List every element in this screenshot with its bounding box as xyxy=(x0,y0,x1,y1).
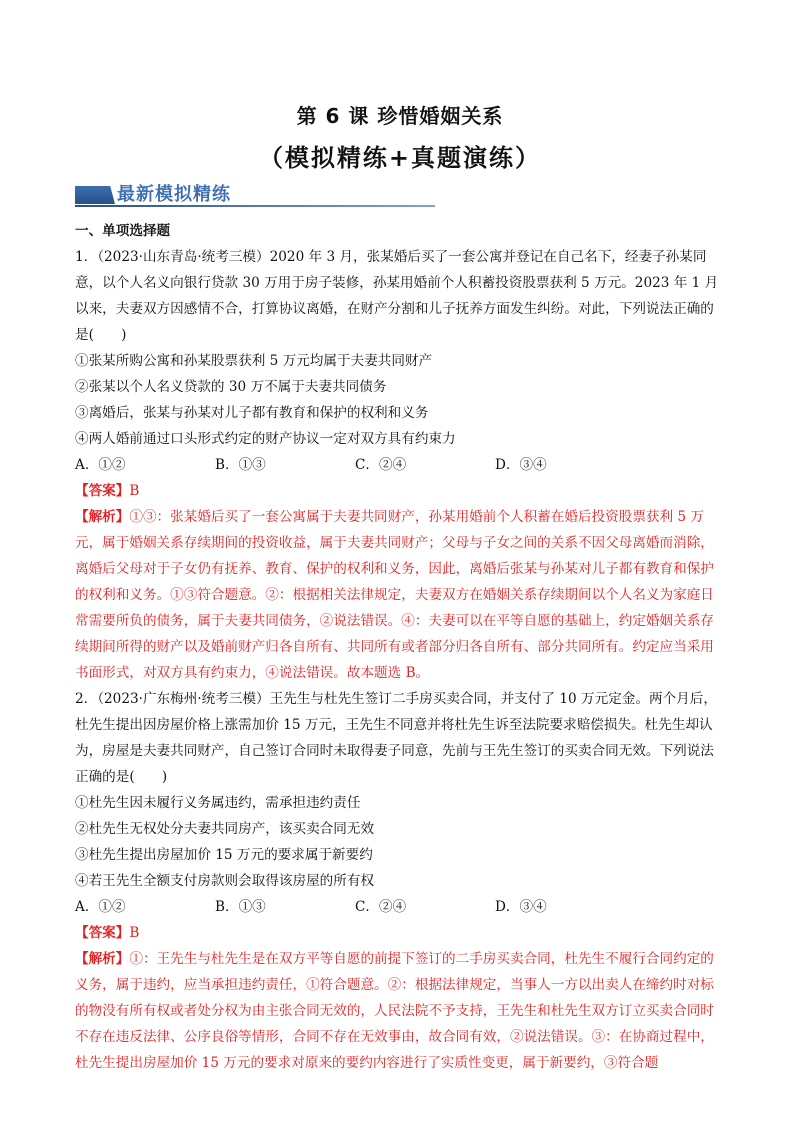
analysis-text: ①：王先生与杜先生是在双方平等自愿的前提下签订的二手房买卖合同，杜先生不履行合同约定的义务，属于违约，应当承担违约责任，①符合题意。②：根据法律规定，当事人一方以出卖人在缔约时对标的物没有所有权或者处分权为由主张合同无效的，人民法院不予支持，王先生和杜先生双方订立买卖合同时不存在违反法律、公序良俗等情形，合同不存在无效事由，故合同有效，②说法错误。③：在协商过程中，杜先生提出房屋加价 15 万元的要求对原来的要约内容进行了实质性变更，属于新要约，③符合题 xyxy=(75,951,714,1071)
banner-label: 最新模拟精练 xyxy=(117,184,231,205)
content-body xyxy=(75,218,727,1076)
statement-option: ②杜先生无权处分夫妻共同房产，该买卖合同无效 xyxy=(75,821,375,837)
answer-tag: 【答案】 xyxy=(75,483,130,499)
question-stem: 2．（2023·广东梅州·统考三模）王先生与杜先生签订二手房买卖合同，并支付了 10 万元定金。两个月后，杜先生提出因房屋价格上涨需加价 15 万元，王先生不同意并将杜先生诉至法院要求赔偿损失。杜先生却认为，房屋是夫妻共同财产，自己签订合同时未取得妻子同意，先前与王先生签订的买卖合同无效。下列说法正确的是( ) xyxy=(75,691,717,785)
analysis-text: ①③：张某婚后买了一套公寓属于夫妻共同财产，孙某用婚前个人积蓄在婚后投资股票获利 5 万元，属于婚姻关系存续期间的投资收益，属于夫妻共同财产；父母与子女之间的关系不因父母离婚而消除，离婚后父母对于子女仍有抚养、教育、保护的权利和义务，因此，离婚后张某与孙某对儿子都有教育和保护的权利和义务。①③符合题意。②：根据相关法律规定，夫妻双方在婚姻关系存续期间以个人名义为家庭日常需要所负的债务，属于夫妻共同债务，②说法错误。④：夫妻可以在平等自愿的基础上，约定婚姻关系存续期间所得的财产以及婚前财产归各自所有、共同所有或者部分归各自所有、部分共同所有。约定应当采用书面形式，对双方具有约束力，④说法错误。故本题选 B。 xyxy=(75,509,714,681)
statement-option: ③杜先生提出房屋加价 15 万元的要求属于新要约 xyxy=(75,847,373,863)
answer-line xyxy=(75,478,727,504)
choice-a: A．①② xyxy=(75,457,126,473)
choice-c: C．②④ xyxy=(355,457,407,473)
statement-option: ③离婚后，张某与孙某对儿子都有教育和保护的权利和义务 xyxy=(75,405,429,421)
section-heading: 一、单项选择题 xyxy=(75,223,171,239)
choice-b: B．①③ xyxy=(215,457,266,473)
statement-option: ②张某以个人名义贷款的 30 万不属于夫妻共同债务 xyxy=(75,379,387,395)
answer-choices xyxy=(75,894,727,920)
answer-value: B xyxy=(129,925,140,941)
choice-d: D．③④ xyxy=(495,899,547,915)
answer-value: B xyxy=(129,483,140,499)
choice-d: D．③④ xyxy=(495,457,547,473)
question-1 xyxy=(75,244,727,686)
analysis-tag: 【解析】 xyxy=(75,951,130,967)
statement-option: ①张某所购公寓和孙某股票获利 5 万元均属于夫妻共同财产 xyxy=(75,353,433,369)
choice-b: B．①③ xyxy=(215,899,266,915)
answer-line xyxy=(75,920,727,946)
statement-option: ①杜先生因未履行义务属违约，需承担违约责任 xyxy=(75,795,361,811)
question-stem: 1．（2023·山东青岛·统考三模）2020 年 3 月，张某婚后买了一套公寓并登记在自己名下，经妻子孙某同意，以个人名义向银行贷款 30 万用于房子装修，孙某用婚前个人积蓄投资股票获利 5 万元。2023 年 1 月以来，夫妻双方因感情不合，打算协议离婚，在财产分割和儿子抚养方面发生纠纷。对此，下列说法正确的是( ) xyxy=(75,249,719,343)
statement-option: ④若王先生全额支付房款则会取得该房屋的所有权 xyxy=(75,873,375,889)
choice-c: C．②④ xyxy=(355,899,407,915)
page-subtitle: （模拟精练+真题演练） xyxy=(258,144,542,172)
page-title: 第 6 课 珍惜婚姻关系 xyxy=(296,104,504,128)
answer-choices xyxy=(75,452,727,478)
section-banner xyxy=(75,180,435,210)
banner-block-icon xyxy=(75,186,115,204)
analysis-paragraph xyxy=(75,946,727,1076)
question-2 xyxy=(75,686,727,1076)
analysis-tag: 【解析】 xyxy=(75,509,130,525)
answer-tag: 【答案】 xyxy=(75,925,130,941)
analysis-paragraph xyxy=(75,504,727,686)
statement-option: ④两人婚前通过口头形式约定的财产协议一定对双方具有约束力 xyxy=(75,431,456,447)
banner-underline xyxy=(75,205,435,207)
choice-a: A．①② xyxy=(75,899,126,915)
